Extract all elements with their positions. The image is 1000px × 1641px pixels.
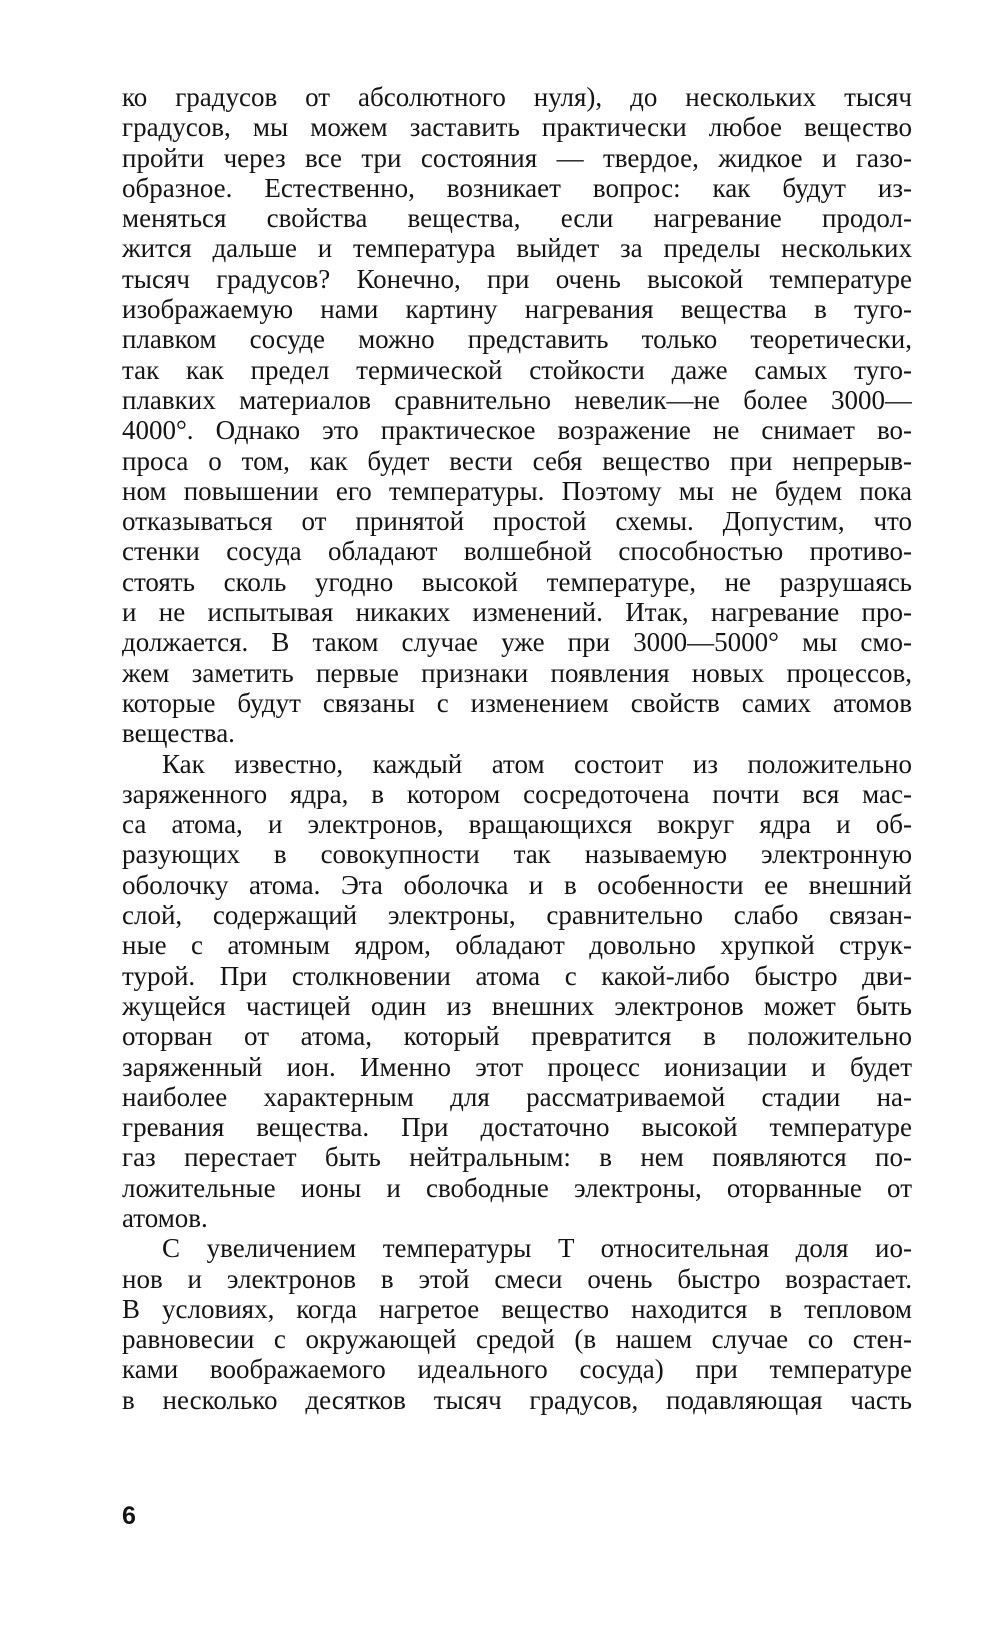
text-line: градусов, мы можем заставить практически любое вещество: [122, 112, 912, 143]
text-line: должается. В таком случае уже при 3000—5000° мы смо-: [122, 627, 912, 658]
text-line: ками воображаемого идеального сосуда) при температуре: [122, 1354, 912, 1385]
text-line: вещества.: [122, 718, 235, 749]
text-line: в несколько десятков тысяч градусов, подавляющая часть: [122, 1384, 912, 1415]
text-line: образное. Естественно, возникает вопрос: как будут из-: [122, 172, 912, 203]
text-line: стоять сколь угодно высокой температуре, не разрушаясь: [122, 566, 912, 597]
text-line: ко градусов от абсолютного нуля), до нескольких тысяч: [122, 82, 912, 112]
text-line: стенки сосуда обладают волшебной способностью противо-: [122, 536, 912, 567]
text-line: жится дальше и температура выйдет за пределы нескольких: [122, 233, 912, 264]
text-line: проса о том, как будет вести себя вещество при непрерыв-: [122, 445, 912, 476]
text-line: меняться свойства вещества, если нагревание продол-: [122, 203, 912, 234]
page-number: 6: [122, 1502, 136, 1530]
body-text: [122, 82, 912, 1415]
text-line: нов и электронов в этой смеси очень быстро возрастает.: [122, 1263, 912, 1294]
text-line: са атома, и электронов, вращающихся вокруг ядра и об-: [122, 809, 912, 840]
text-line: отказываться от принятой простой схемы. Допустим, что: [122, 506, 912, 537]
text-line: тысяч градусов? Конечно, при очень высокой температуре: [122, 263, 912, 294]
text-line: плавких материалов сравнительно невелик—не более 3000—: [122, 384, 912, 415]
text-line: так как предел термической стойкости даже самых туго-: [122, 354, 912, 385]
text-line: которые будут связаны с изменением свойств самих атомов: [122, 687, 912, 718]
text-line: жущейся частицей один из внешних электронов может быть: [122, 990, 912, 1021]
text-line: ном повышении его температуры. Поэтому мы не будем пока: [122, 475, 912, 506]
text-line: оболочку атома. Эта оболочка и в особенности ее внешний: [122, 869, 912, 900]
text-line: плавком сосуде можно представить только теоретически,: [122, 324, 912, 355]
paragraph-1: [122, 82, 912, 749]
text-line: разующих в совокупности так называемую электронную: [122, 839, 912, 870]
paragraph-2: [122, 749, 912, 1234]
text-line: изображаемую нами картину нагревания вещества в туго-: [122, 294, 912, 325]
text-line: ложительные ионы и свободные электроны, оторванные от: [122, 1172, 912, 1203]
text-line: жем заметить первые признаки появления новых процессов,: [122, 657, 912, 688]
text-line: ные с атомным ядром, обладают довольно хрупкой струк-: [122, 930, 912, 961]
text-line: заряженный ион. Именно этот процесс ионизации и будет: [122, 1051, 912, 1082]
text-line: заряженного ядра, в котором сосредоточена почти вся мас-: [122, 778, 912, 809]
text-line: равновесии с окружающей средой (в нашем случае со стен-: [122, 1324, 912, 1355]
text-line: турой. При столкновении атома с какой-либо быстро дви-: [122, 960, 912, 991]
text-line: 4000°. Однако это практическое возражение не снимает во-: [122, 415, 912, 446]
text-line: В условиях, когда нагретое вещество находится в тепловом: [122, 1293, 912, 1324]
text-line: атомов.: [122, 1202, 208, 1233]
text-line: С увеличением температуры T относительная доля ио-: [162, 1233, 912, 1264]
text-line: наиболее характерным для рассматриваемой стадии на-: [122, 1081, 912, 1112]
text-line: Как известно, каждый атом состоит из положительно: [162, 748, 912, 779]
text-line: слой, содержащий электроны, сравнительно слабо связан-: [122, 900, 912, 931]
text-line: и не испытывая никаких изменений. Итак, нагревание про-: [122, 597, 912, 628]
text-line: пройти через все три состояния — твердое, жидкое и газо-: [122, 142, 912, 173]
text-line: газ перестает быть нейтральным: в нем появляются по-: [122, 1142, 912, 1173]
paragraph-3: [122, 1233, 912, 1415]
text-line: гревания вещества. При достаточно высокой температуре: [122, 1112, 912, 1143]
text-line: оторван от атома, который превратится в положительно: [122, 1021, 912, 1052]
